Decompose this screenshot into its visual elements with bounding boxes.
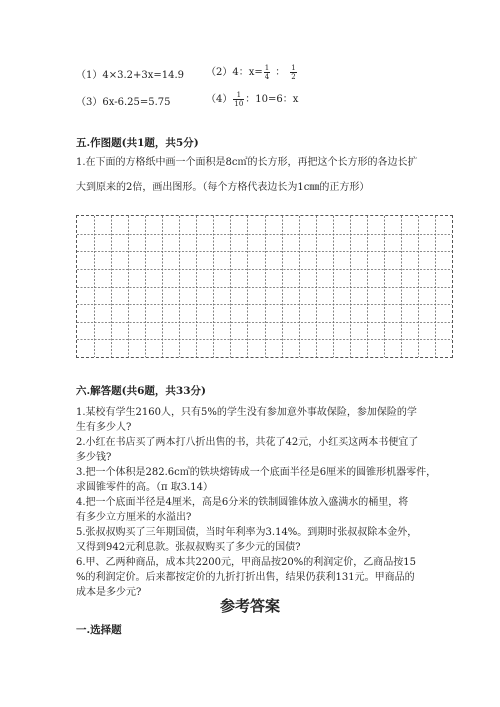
question-line: 求圆锥零件的高。（π 取3.14） bbox=[76, 482, 214, 493]
section-5-question-line-2: 大到原来的2倍，画出图形。（每个方格代表边长为1c㎜的正方形） bbox=[76, 182, 370, 193]
equation-3-body: 6x-6.25=5.75 bbox=[102, 97, 171, 108]
question-line: 1.某校有学生2160人，只有5%的学生没有参加意外事故保险，参加保险的学 bbox=[76, 407, 417, 418]
equation-1-body: 4×3.2+3x=14.9 bbox=[102, 70, 185, 81]
fraction-one-tenth: $\frac{1}{10}$ bbox=[234, 91, 244, 108]
question-line: 生有多少人? bbox=[76, 422, 132, 433]
equation-3-label: （3） bbox=[76, 97, 103, 108]
equation-2 bbox=[206, 63, 298, 81]
answers-subtitle: 一.选择题 bbox=[76, 624, 122, 636]
equation-3 bbox=[76, 93, 171, 108]
question-line: 2.小红在书店买了两本打八折出售的书，共花了42元，小红买这两本书便宜了 bbox=[76, 437, 419, 448]
fraction-one-quarter: $\frac{1}{4}$ bbox=[264, 64, 270, 81]
ratio-separator: ： bbox=[275, 67, 286, 78]
question-line: 成本是多少元? bbox=[76, 587, 142, 598]
grid-paper bbox=[76, 215, 453, 358]
equation-2-label: （2） bbox=[206, 67, 233, 78]
equation-4-body: ：10=6：x bbox=[245, 94, 299, 105]
grid-lines bbox=[77, 216, 452, 357]
question-line: 有多少立方厘米的水溢出? bbox=[76, 512, 192, 523]
question-line: 5.张叔叔购买了三年期国债，当时年利率为3.14%。到期时张叔叔除本金外， bbox=[76, 527, 418, 538]
equation-1 bbox=[76, 66, 184, 81]
question-line: %的利润定价。后来都按定价的九折打折出售，结果仍获利131元。甲商品的 bbox=[76, 572, 415, 583]
section-6-title: 六.解答题(共6题，共33分) bbox=[76, 385, 207, 397]
equation-4 bbox=[206, 90, 298, 108]
answers-title: 参考答案 bbox=[219, 597, 280, 615]
question-line: 多少钱? bbox=[76, 452, 112, 463]
fraction-one-half: $\frac{1}{2}$ bbox=[291, 64, 296, 81]
question-line: 3.把一个体积是282.6c㎥的铁块熔铸成一个底面半径是6厘米的圆锥形机器零件， bbox=[76, 467, 437, 478]
question-line: 又得到942元利息款。张叔叔购买了多少元的国债? bbox=[76, 542, 301, 553]
section-5-question-line-1: 1.在下面的方格纸中画一个面积是8c㎡的长方形，再把这个长方形的各边长扩 bbox=[76, 157, 418, 168]
question-line: 4.把一个底面半径是4厘米，高是6分米的铁制圆锥体放入盛满水的桶里，将 bbox=[76, 497, 409, 508]
section-6-questions bbox=[76, 405, 436, 600]
section-5-title: 五.作图题(共1题，共5分) bbox=[76, 137, 199, 149]
equation-2-prefix: 4：x= bbox=[232, 67, 263, 78]
equation-1-label: （1） bbox=[76, 70, 103, 81]
equation-4-label: （4） bbox=[206, 94, 233, 105]
question-line: 6.甲、乙两种商品，成本共2200元，甲商品按20%的利润定价，乙商品按15 bbox=[76, 557, 416, 568]
